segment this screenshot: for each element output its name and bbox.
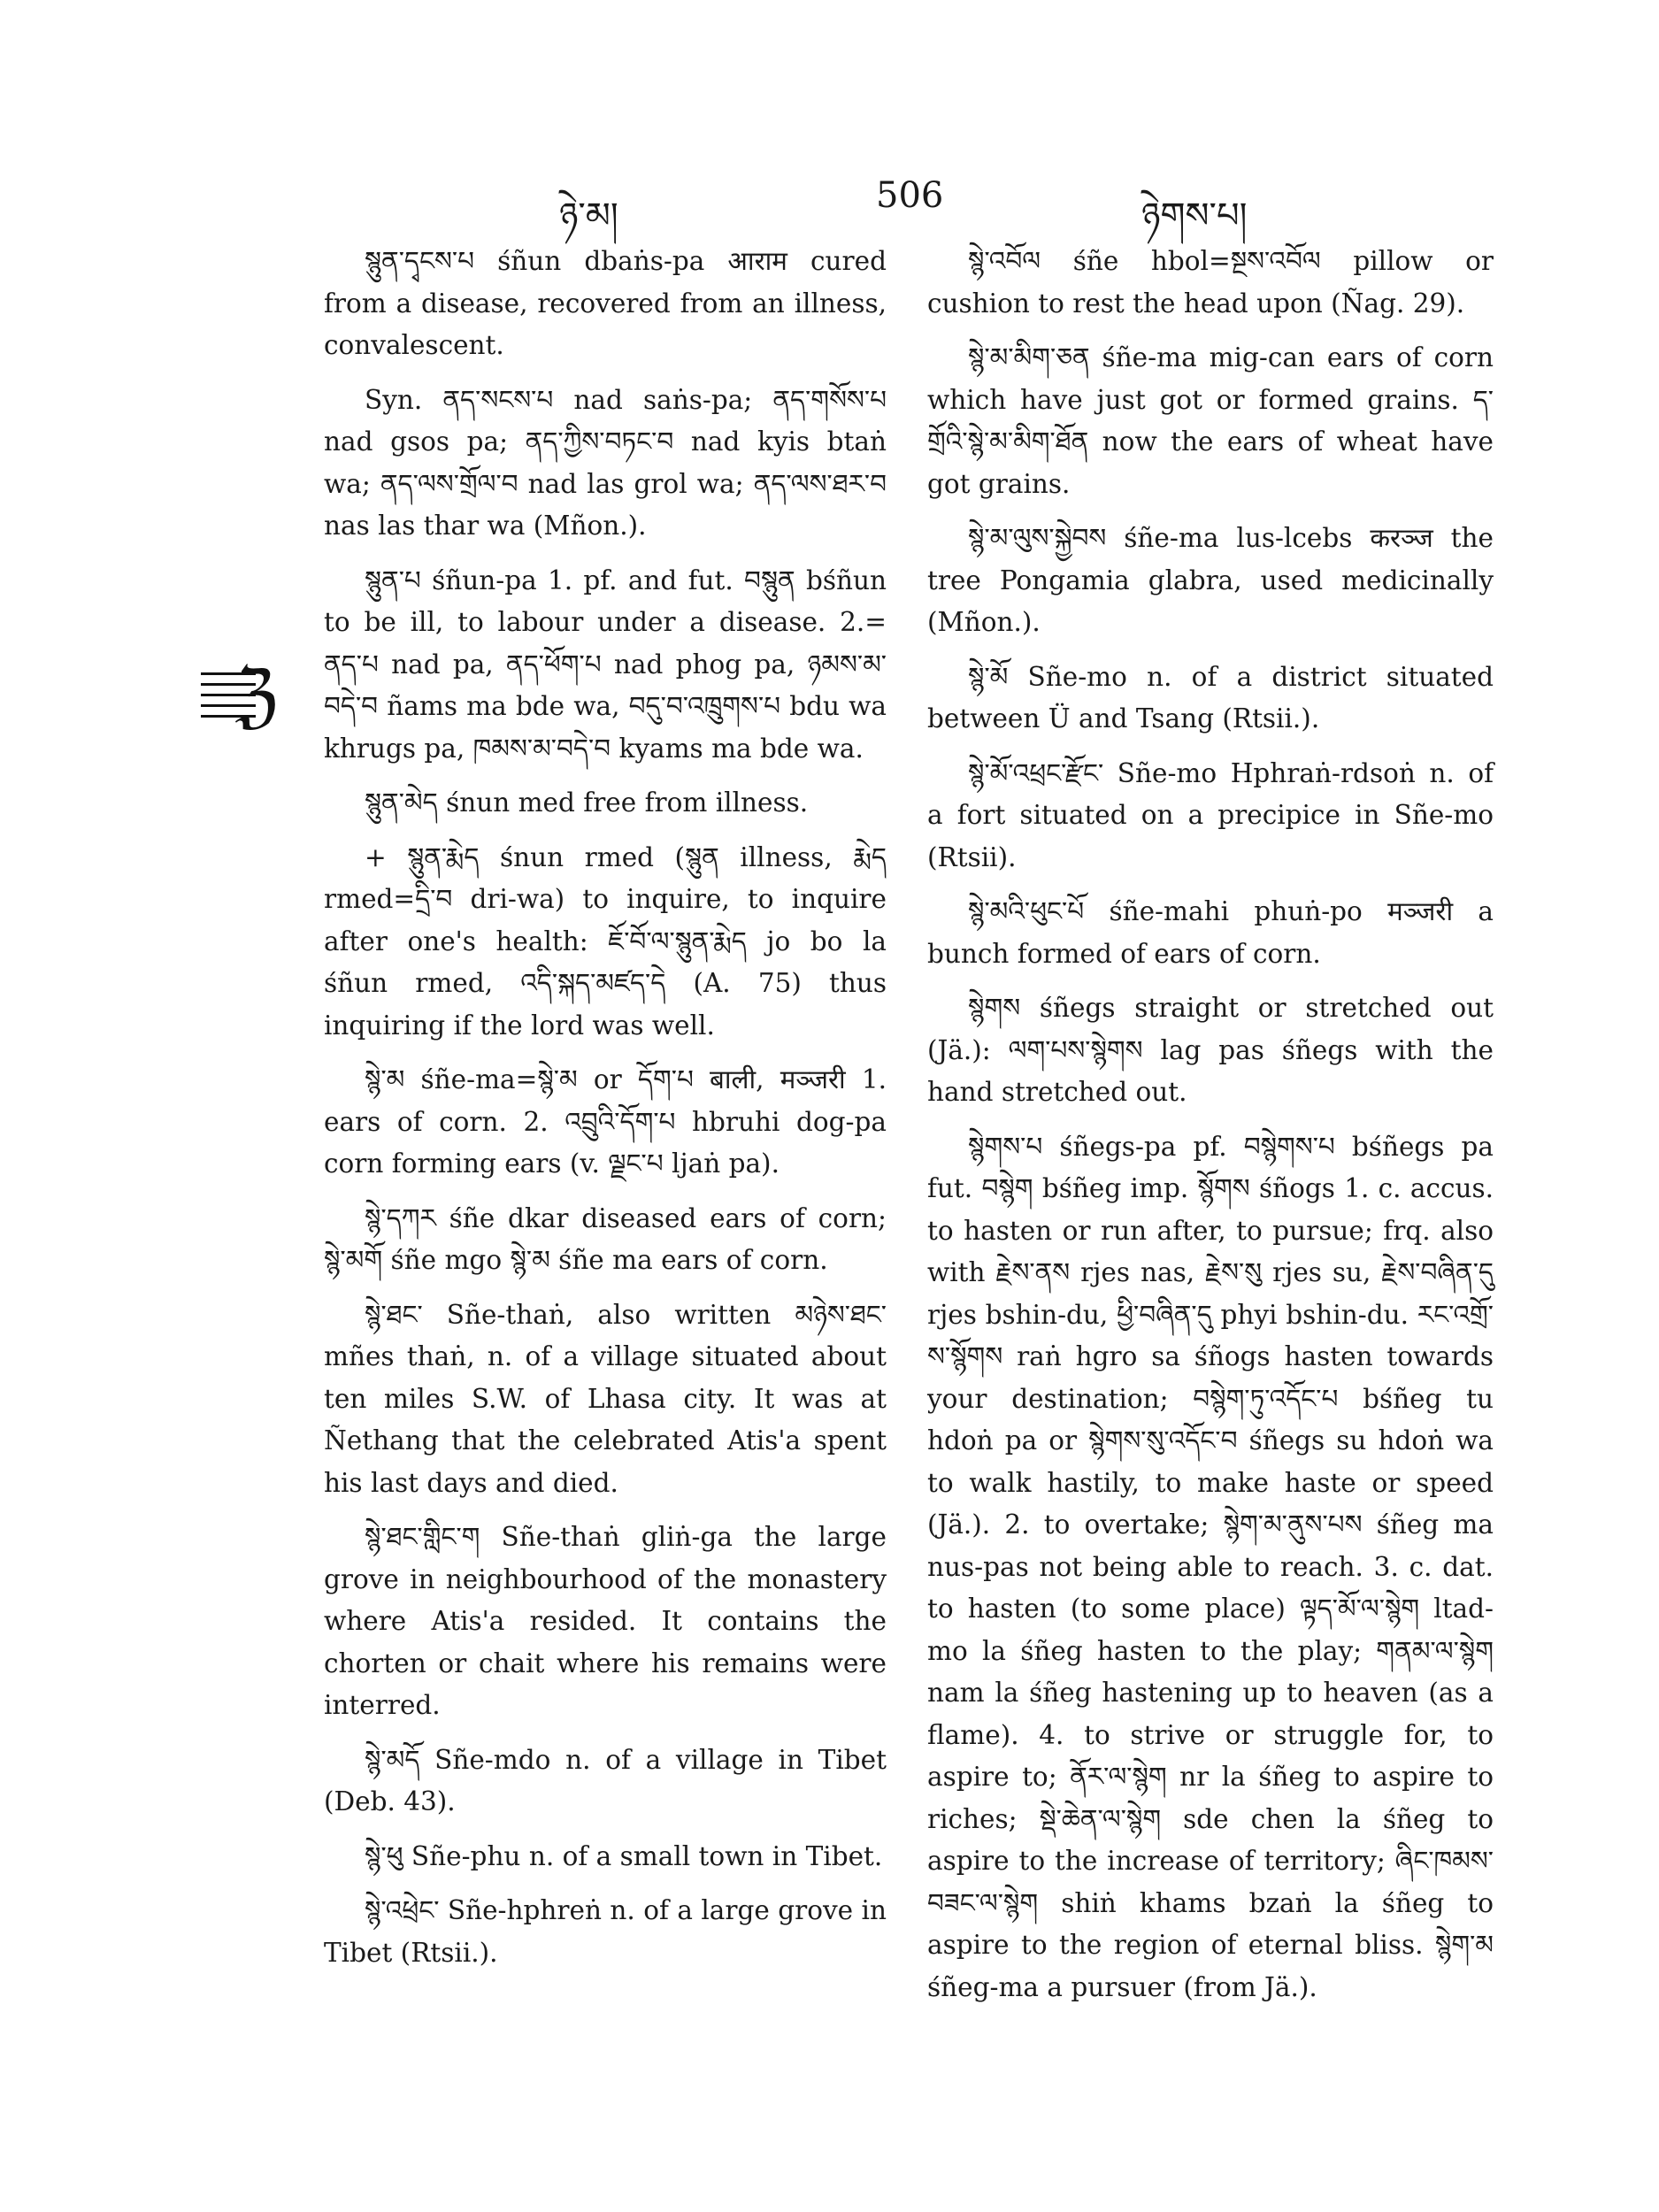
running-head-right: ཉེགས་པ། xyxy=(1141,196,1248,236)
left-column xyxy=(324,241,887,1986)
dictionary-entry: སྙེ་ཐང་ Sñe-thaṅ, also written མཉེས་ཐང་ mñes thaṅ, n. of a village situated about ten miles S.W. of Lhasa city. It was at Ñethang that the celebrated Atis'a spent his last days and died. xyxy=(324,1299,887,1498)
dictionary-entry: སྙེགས śñegs straight or stretched out (Jä.): ལག་པས་སྙེགས lag pas śñegs with the hand stretched out. xyxy=(927,993,1494,1107)
dictionary-entry: སྙེ་མོ Sñe-mo n. of a district situated between Ü and Tsang (Rtsii.). xyxy=(927,661,1494,733)
dictionary-entry: + སྙུན་རྨེད śnun rmed (སྙུན illness, རྨེད rmed=དྲི་བ dri-wa) to inquire, to inquire after one's health: ཇོ་བོ་ལ་སྙུན་རྨེད jo bo la śñun rmed, འདི་སྐད་མཛད་དེ (A. 75) thus inquiring if the lord was well. xyxy=(324,841,887,1041)
dictionary-entry: སྙུན་དྭངས་པ śñun dbaṅs-pa आराम cured from a disease, recovered from an illness, convalescent. xyxy=(324,246,887,360)
dictionary-entry: སྙེ་དཀར śñe dkar diseased ears of corn; སྙེ་མགོ śñe mgo སྙེ་མ śñe ma ears of corn. xyxy=(324,1202,887,1275)
running-head-left: ཉེ་མ། xyxy=(559,196,618,236)
dictionary-entry: སྙེ་མ་མིག་ཅན śñe-ma mig-can ears of corn which have just got or formed grains. ད་གྲོའི་སྙེ་མ་མིག་ཐོན now the ears of wheat have got grains. xyxy=(927,342,1494,499)
dictionary-entry: སྙེ་མདོ Sñe-mdo n. of a village in Tibet (Deb. 43). xyxy=(324,1744,887,1816)
right-column xyxy=(927,241,1494,2021)
dictionary-entry: སྙེ་འཕྲེང་ Sñe-hphreṅ n. of a large grove in Tibet (Rtsii.). xyxy=(324,1895,887,1968)
dictionary-entry: Syn. ནད་སངས་པ nad saṅs-pa; ནད་གསོས་པ nad gsos pa; ནད་ཀྱིས་བཏང་བ nad kyis btaṅ wa; ནད་ལས་གྲོལ་བ nad las grol wa; ནད་ལས་ཐར་བ nas las thar wa (Mñon.). xyxy=(324,384,887,541)
dictionary-entry: སྙེ་མ་ལུས་སྐྱེབས śñe-ma lus-lcebs करञ्ज the tree Pongamia glabra, used medicinally (Mñon.). xyxy=(927,523,1494,637)
dictionary-entry: སྙེ་ཕུ Sñe-phu n. of a small town in Tibet. xyxy=(365,1840,883,1871)
page-number: 506 xyxy=(876,175,944,216)
dictionary-entry: སྙེ་མ śñe-ma=སྙེ་མ or དོག་པ बाली, मञ्जरी 1. ears of corn. 2. འབྲུའི་དོག་པ hbruhi dog-pa corn forming ears (v. ལྗང་པ ljaṅ pa). xyxy=(324,1064,887,1179)
dictionary-entry: སྙེ་མོ་འཕྲང་རྫོང་ Sñe-mo Hphraṅ-rdsoṅ n. of a fort situated on a precipice in Sñe-mo (Rtsii). xyxy=(927,757,1494,872)
dictionary-entry: སྙེགས་པ śñegs-pa pf. བསྙེགས་པ bśñegs pa fut. བསྙེག bśñeg imp. སྙོགས śñogs 1. c. accus. to hasten or run after, to pursue; frq. also with རྗེས་ནས rjes nas, རྗེས་སུ rjes su, རྗེས་བཞིན་དུ rjes bshin-du, ཕྱི་བཞིན་དུ phyi bshin-du. རང་འགྲོ་ས་སྙོགས raṅ hgro sa śñogs hasten towards your destination; བསྙེག་ཏུ་འདོང་པ bśñeg tu hdoṅ pa or སྙེགས་སུ་འདོང་བ śñegs su hdoṅ wa to walk hastily, to make haste or speed (Jä.). 2. to overtake; སྙེག་མ་ནུས་པས śñeg ma nus-pas not being able to reach. 3. c. dat. to hasten (to some place) ལྟད་མོ་ལ་སྙེག ltad-mo la śñeg hasten to the play; གནམ་ལ་སྙེག nam la śñeg hastening up to heaven (as a flame). 4. to strive or struggle for, to aspire to; ནོར་ལ་སྙེག nr la śñeg to aspire to riches; སྡེ་ཆེན་ལ་སྙེག sde chen la śñeg to aspire to the increase of territory; ཞིང་ཁམས་བཟང་ལ་སྙེག shiṅ khams bzaṅ la śñeg to aspire to the region of eternal bliss. སྙེག་མ śñeg-ma a pursuer (from Jä.). xyxy=(927,1131,1494,2002)
dictionary-entry: སྙེ་མའི་ཕུང་པོ śñe-mahi phuṅ-po मञ्जरी a bunch formed of ears of corn. xyxy=(927,896,1494,969)
print-margin-mark-icon: ℨ xyxy=(201,655,282,736)
dictionary-entry: སྙུན་མེད śnun med free from illness. xyxy=(365,787,809,818)
dictionary-entry: སྙེ་འབོལ śñe hbol=སྔས་འབོལ pillow or cushion to rest the head upon (Ñag. 29). xyxy=(927,246,1494,319)
dictionary-entry: སྙུན་པ śñun-pa 1. pf. and fut. བསྙུན bśñun to be ill, to labour under a disease. 2.= ནད་པ nad pa, ནད་ཕོག་པ nad phog pa, ཉམས་མ་བདེ་བ ñams ma bde wa, བདུ་བ་འཁྲུགས་པ bdu wa khrugs pa, ཁམས་མ་བདེ་བ kyams ma bde wa. xyxy=(324,565,887,764)
dictionary-entry: སྙེ་ཐང་གླིང་ག Sñe-thaṅ gliṅ-ga the large grove in neighbourhood of the monastery where Atis'a resided. It contains the chorten or chait where his remains were interred. xyxy=(324,1522,887,1720)
